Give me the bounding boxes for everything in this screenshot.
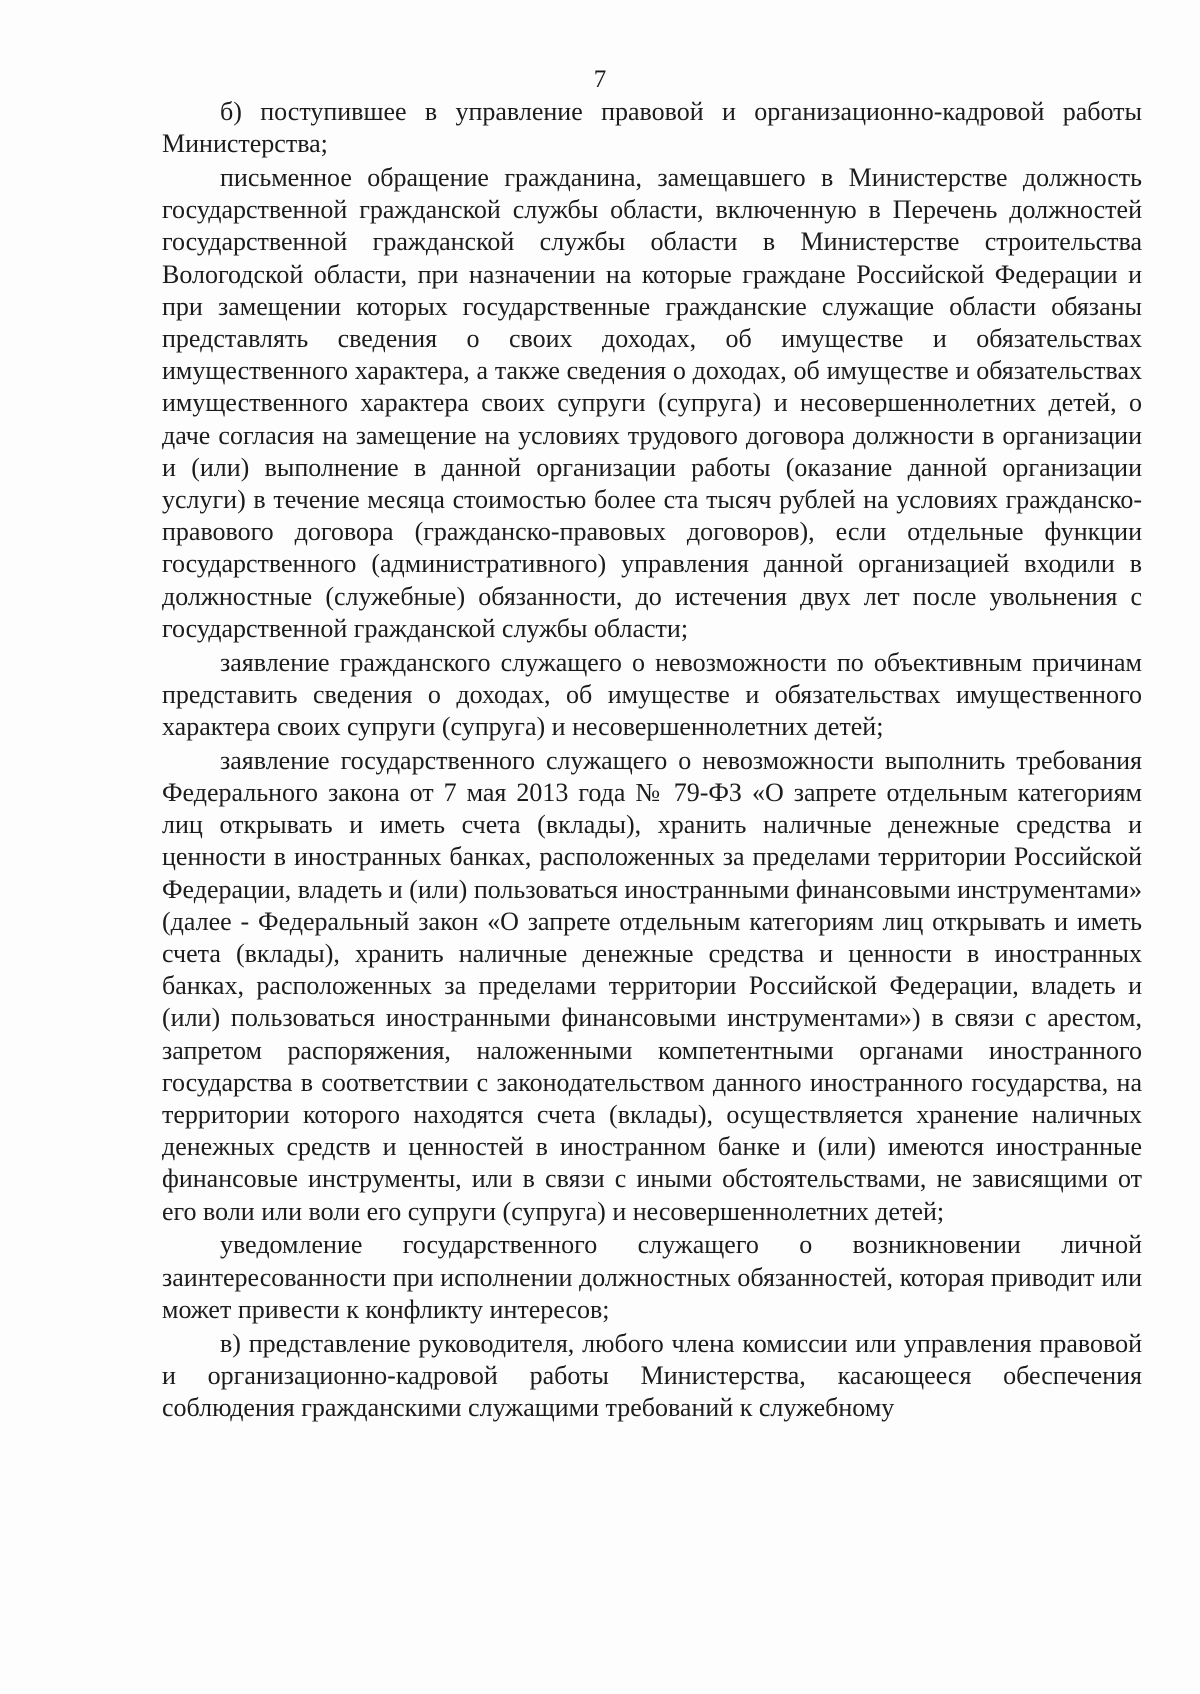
paragraph-item-b-received: б) поступившее в управление правовой и организационно-кадровой работы Министерства; [162, 97, 1142, 159]
document-body [162, 96, 1142, 1426]
paragraph-notification-conflict: уведомление государственного служащего о возникновении личной заинтересованности при исполнении должностных обязанностей, которая приводит или может привести к конфликту интересов; [162, 1230, 1142, 1324]
paragraph-written-appeal: письменное обращение гражданина, замещавшего в Министерстве должность государственной гражданской службы области, включенную в Перечень должностей государственной гражданской службы области в Министерстве строительства Вологодской области, при назначении на которые граждане Российской Федерации и при замещении которых государственные гражданские служащие области обязаны представлять сведения о своих доходах, об имуществе и обязательствах имущественного характера, а также сведения о доходах, об имуществе и обязательствах имущественного характера своих супруги (супруга) и несовершеннолетних детей, о даче согласия на замещение на условиях трудового договора должности в организации и (или) выполнение в данной организации работы (оказание данной организации услуги) в течение месяца стоимостью более ста тысяч рублей на условиях гражданско-правового договора (гражданско-правовых договоров), если отдельные функции государственного (административного) управления данной организацией входили в должностные (служебные) обязанности, до истечения двух лет после увольнения с государственной гражданской службы области; [162, 163, 1142, 643]
paragraph-statement-impossibility-info: заявление гражданского служащего о невозможности по объективным причинам представить сведения о доходах, об имуществе и обязательствах имущественного характера своих супруги (супруга) и несовершеннолетних детей; [162, 647, 1142, 742]
page-number: 7 [593, 66, 607, 93]
paragraph-statement-federal-law: заявление государственного служащего о невозможности выполнить требования Федерального закона от 7 мая 2013 года № 79-ФЗ «О запрете отдельным категориям лиц открывать и иметь счета (вклады), хранить наличные денежные средства и ценности в иностранных банках, расположенных за пределами территории Российской Федерации, владеть и (или) пользоваться иностранными финансовыми инструментами» (далее - Федеральный закон «О запрете отдельным категориям лиц открывать и иметь счета (вклады), хранить наличные денежные средства и ценности в иностранных банках, расположенных за пределами территории Российской Федерации, владеть и (или) пользоваться иностранными финансовыми инструментами») в связи с арестом, запретом распоряжения, наложенными компетентными органами иностранного государства в соответствии с законодательством данного иностранного государства, на территории которого находятся счета (вклады), осуществляется хранение наличных денежных средств и ценностей в иностранном банке и (или) имеются иностранные финансовые инструменты, или в связи с иными обстоятельствами, не зависящими от его воли или воли его супруги (супруга) и несовершеннолетних детей; [162, 745, 1142, 1226]
paragraph-item-v-submission: в) представление руководителя, любого члена комиссии или управления правовой и организационно-кадровой работы Министерства, касающееся обеспечения соблюдения гражданскими служащими требований к служебному [162, 1328, 1142, 1423]
